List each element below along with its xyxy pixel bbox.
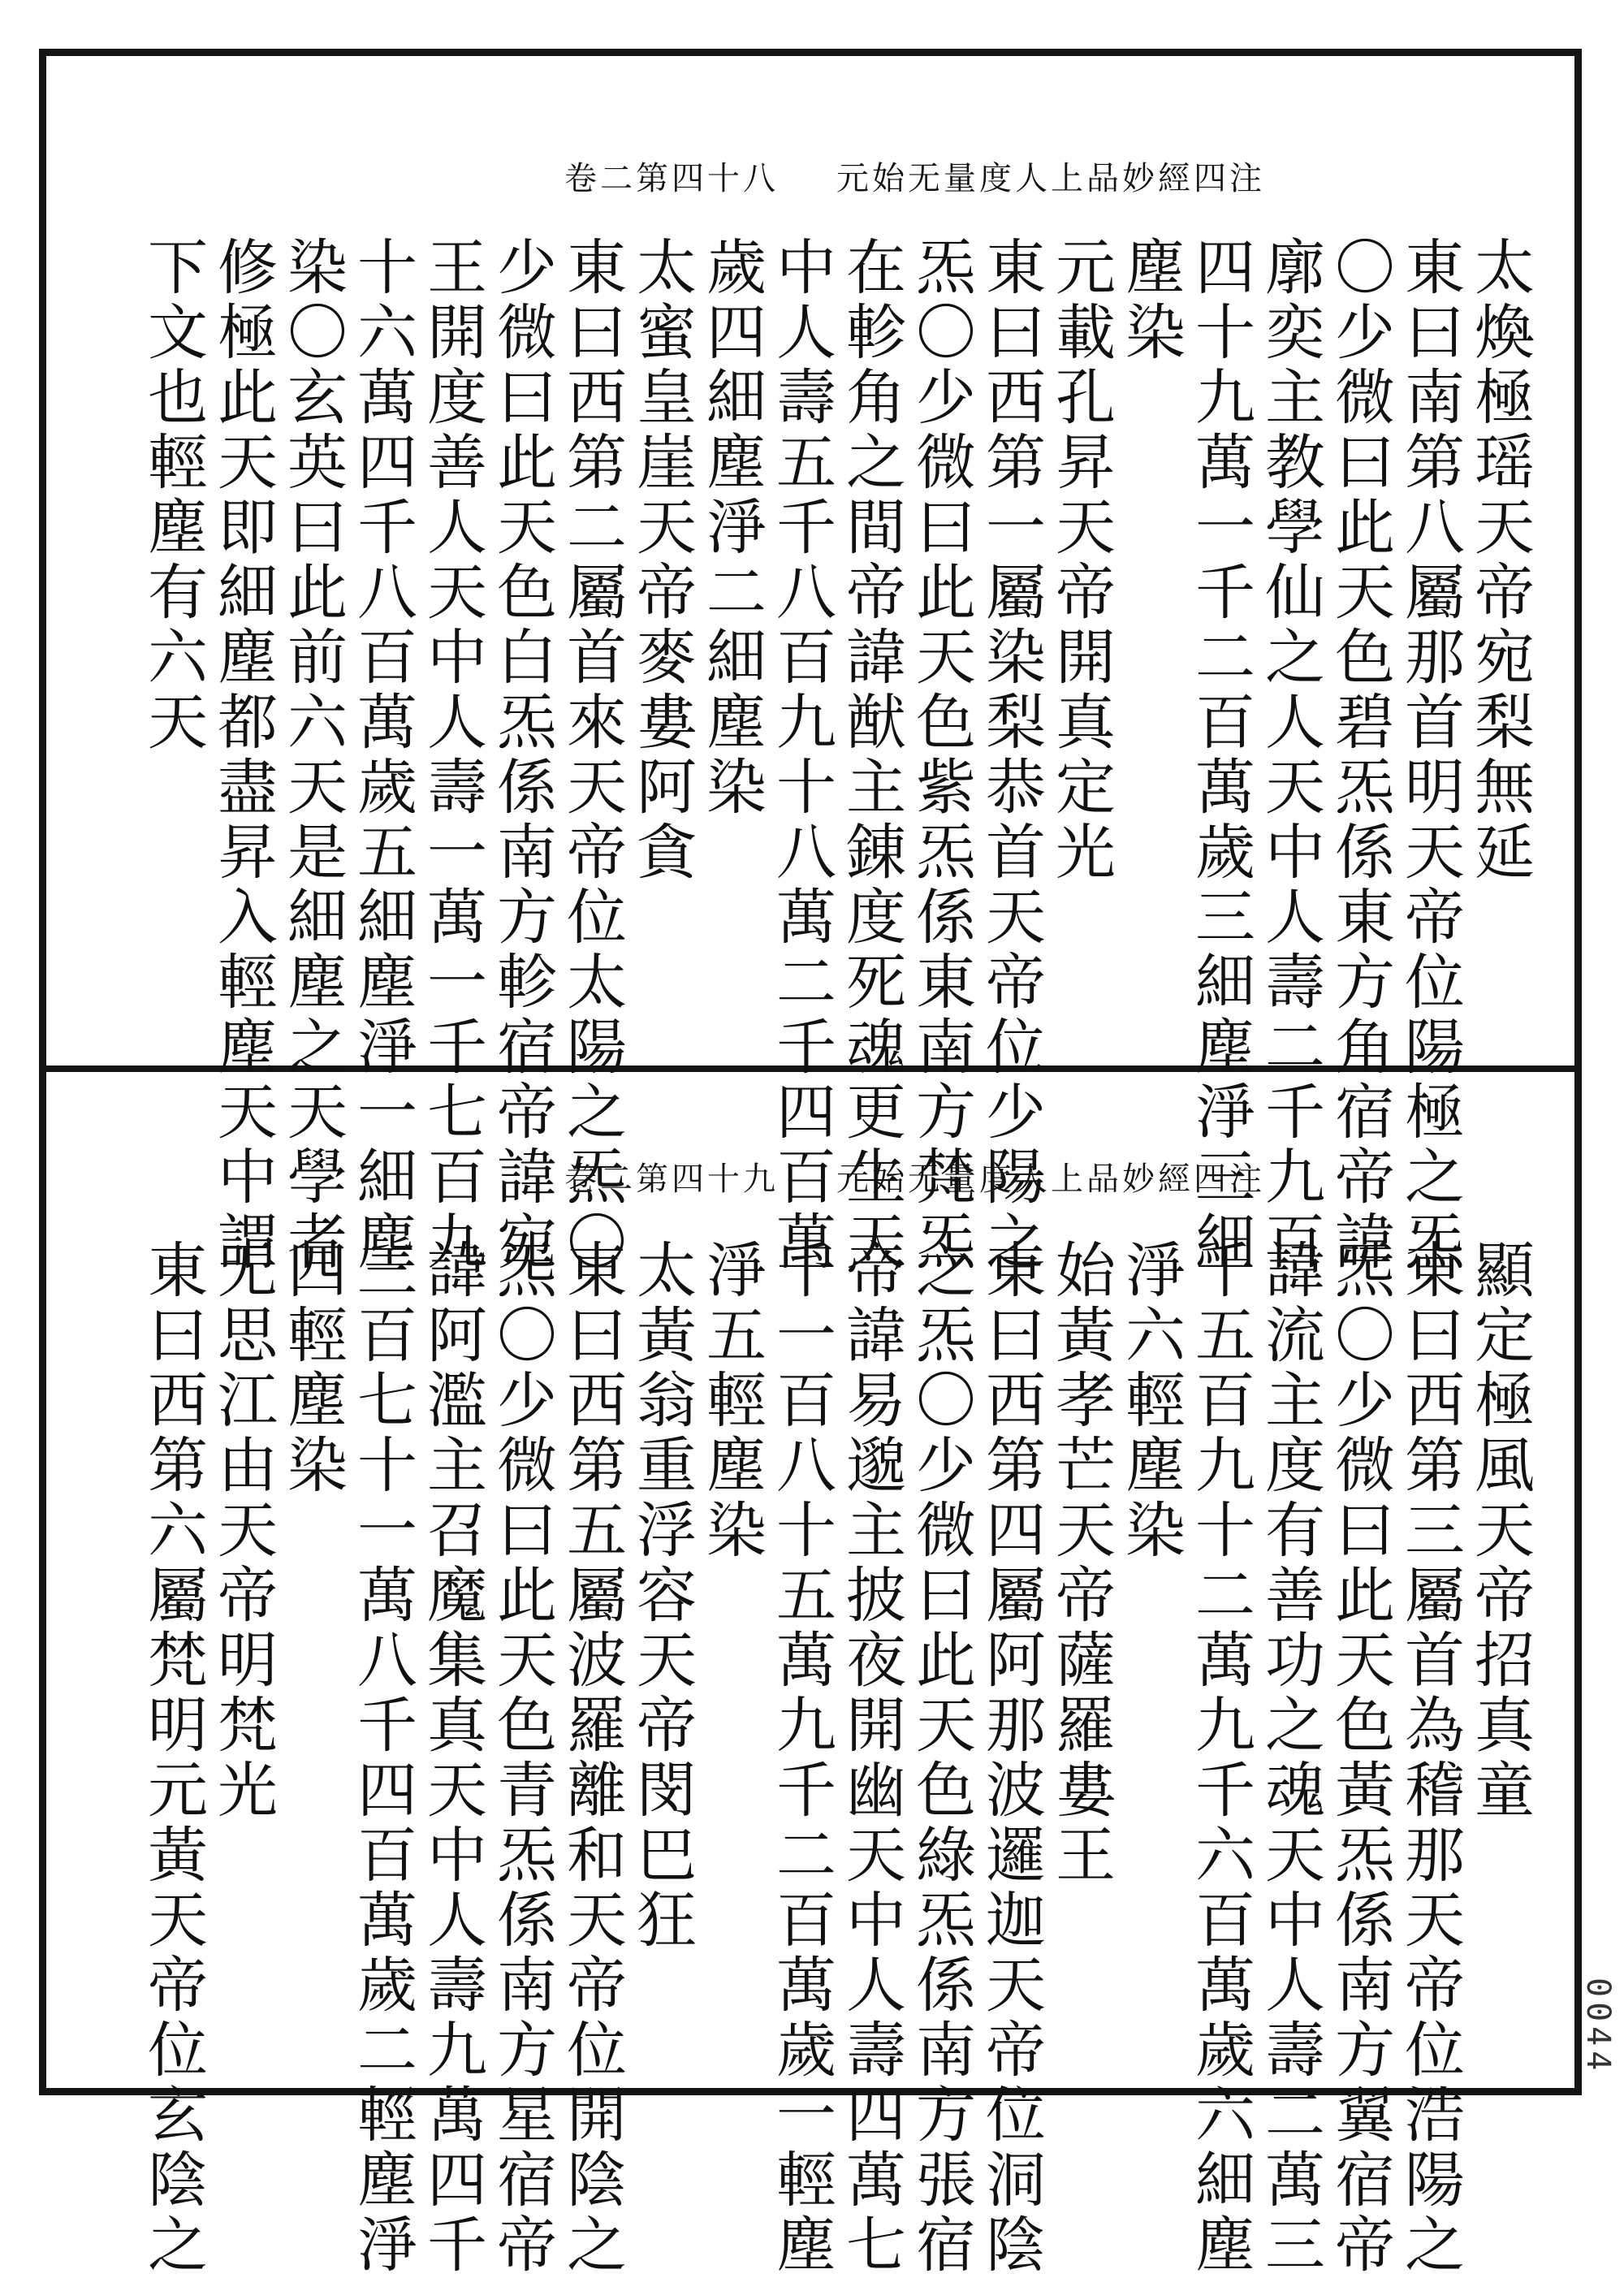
lower-text-column: 東曰西第三屬首為稽那天帝位浩陽之 <box>1395 1238 1465 2278</box>
lower-text-column: 淨五輕塵染 <box>697 1238 767 1563</box>
upper-text-column: 東曰西第一屬染梨恭首天帝位少陽之 <box>976 236 1046 1275</box>
lower-text-column: 炁〇少微曰此天色黃炁係南方翼宿帝 <box>1325 1238 1395 2278</box>
lower-page-header-title: 元始无量度人上品妙經四注 <box>836 1161 1265 1198</box>
upper-text-column: 少微曰此天色白炁係南方軫宿帝諱宛 <box>487 236 557 1275</box>
upper-text-column: 東曰南第八屬那首明天帝位陽極之炁 <box>1395 236 1465 1275</box>
upper-text-column: 〇少微曰此天色碧炁係東方角宿帝諱 <box>1325 236 1395 1275</box>
upper-page-header-title: 元始无量度人上品妙經四注 <box>836 160 1265 197</box>
lower-text-column: 帝諱易邈主披夜開幽天中人壽四萬七 <box>836 1238 906 2278</box>
upper-text-column: 元載孔昇天帝開真定光 <box>1046 236 1116 885</box>
lower-text-column: 三百七十一萬八千四百萬歲二輕塵淨 <box>348 1238 417 2278</box>
lower-text-column: 諱流主度有善功之魂天中人壽二萬三 <box>1255 1238 1325 2278</box>
lower-text-column: 千五百九十二萬九千六百萬歲六細塵 <box>1186 1238 1255 2278</box>
lower-text-column: 始黃孝芒天帝薩羅婁王 <box>1046 1238 1116 1888</box>
upper-text-column: 王開度善人天中人壽一萬一千七百九 <box>417 236 487 1275</box>
upper-text-column: 炁〇少微曰此天色紫炁係東南方梵炁 <box>906 236 976 1275</box>
lower-text-column: 東曰西第六屬梵明元黃天帝位玄陰之 <box>138 1238 208 2278</box>
lower-text-column: 顯定極風天帝招真童 <box>1465 1238 1535 1823</box>
page-number: 0044 <box>1579 1978 1617 2076</box>
upper-text-column: 十六萬四千八百萬歲五細塵淨一細塵 <box>348 236 417 1275</box>
upper-page-header-volume: 卷二第四十八 <box>564 160 779 197</box>
upper-text-column: 廓奕主教學仙之人天中人壽二千九百 <box>1255 236 1325 1275</box>
upper-text-column: 四十九萬一千二百萬歲三細塵淨三細 <box>1186 236 1255 1275</box>
upper-text-column: 修極此天即細塵都盡昇入輕塵天中謂 <box>208 236 278 1275</box>
upper-text-column: 下文也輕塵有六天 <box>138 236 208 755</box>
upper-text-column: 東曰西第二屬首來天帝位太陽之炁〇 <box>557 236 627 1275</box>
lower-text-column: 无思江由天帝明梵光 <box>208 1238 278 1823</box>
upper-text-column: 太煥極瑶天帝宛梨無延 <box>1465 236 1535 885</box>
upper-text-column: 中人壽五千八百九十八萬二千四百萬 <box>767 236 836 1275</box>
upper-text-column: 歲四細塵淨二細塵染 <box>697 236 767 820</box>
lower-text-column: 東曰西第五屬波羅離和天帝位開陰之 <box>557 1238 627 2278</box>
upper-text-column: 塵染 <box>1116 236 1186 365</box>
lower-text-column: 炁〇少微曰此天色青炁係南方星宿帝 <box>487 1238 557 2278</box>
upper-text-column: 在軫角之間帝諱猷主錬度死魂更生天 <box>836 236 906 1275</box>
lower-text-column: 東曰西第四屬阿那波邏迦天帝位洞陰 <box>976 1238 1046 2278</box>
lower-text-column: 千一百八十五萬九千二百萬歲一輕塵 <box>767 1238 836 2278</box>
lower-text-column: 四輕塵染 <box>278 1238 348 1498</box>
lower-page-header-volume: 卷二第四十九 <box>564 1161 779 1198</box>
lower-text-column: 之炁〇少微曰此天色綠炁係南方張宿 <box>906 1238 976 2278</box>
lower-text-column: 淨六輕塵染 <box>1116 1238 1186 1563</box>
upper-text-column: 太蜜皇崖天帝麥婁阿貪 <box>627 236 697 885</box>
lower-text-column: 諱阿濫主召魔集真天中人壽九萬四千 <box>417 1238 487 2278</box>
lower-text-column: 太黃翁重浮容天帝閔巴狂 <box>627 1238 697 1953</box>
upper-text-column: 染〇玄英曰此前六天是細塵之天學者 <box>278 236 348 1275</box>
